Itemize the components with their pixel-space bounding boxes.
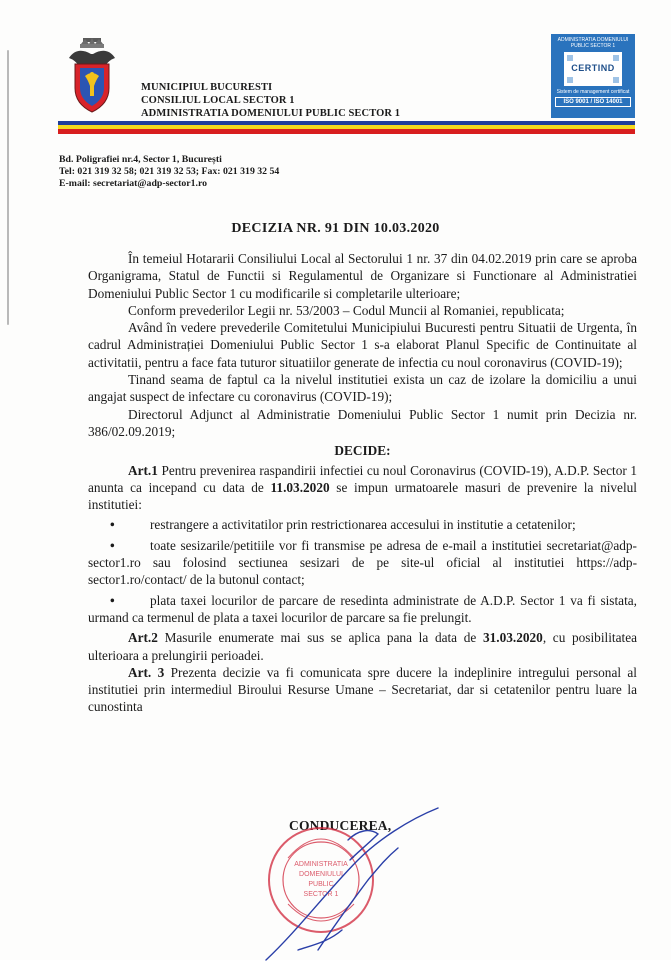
article-1-label: Art.1 bbox=[128, 462, 158, 478]
flag-band-red bbox=[58, 129, 635, 134]
article-3-text: Prezenta decizie va fi comunicata spre ducere la indeplinire intregului personal al institutiei prin intermediul Biroului Resurse Umane – Secretariat, dar si cetatenilor pentru luare la cunostinta bbox=[88, 664, 638, 715]
official-stamp-and-signature bbox=[258, 800, 458, 965]
svg-text:SECTOR 1: SECTOR 1 bbox=[303, 891, 339, 898]
phone-line: Tel: 021 319 32 58; 021 319 32 53; Fax: 021 319 32 54 bbox=[59, 166, 280, 177]
scan-edge-line bbox=[7, 50, 9, 325]
address-line: Bd. Poligrafiei nr.4, Sector 1, București bbox=[59, 154, 222, 165]
list-item bbox=[88, 592, 637, 627]
contact-address bbox=[59, 154, 279, 190]
article-2-text-a: Masurile enumerate mai sus se aplica pana la data de bbox=[157, 630, 483, 646]
article-2-label: Art.2 bbox=[128, 630, 158, 646]
email-line: E-mail: secretariat@adp-sector1.ro bbox=[59, 178, 208, 189]
article-2 bbox=[88, 629, 637, 664]
article-1-text-a: Pentru prevenirea raspandirii infectiei cu noul Coronavirus (COVID-19), A.D.P. Sector 1 anunta ca incepand cu data de bbox=[88, 462, 637, 495]
article-3 bbox=[88, 664, 637, 716]
decide-heading: DECIDE: bbox=[334, 443, 391, 459]
handwritten-signature-icon bbox=[266, 808, 438, 960]
list-item bbox=[88, 537, 637, 589]
article-2-date: 31.03.2020 bbox=[482, 630, 543, 646]
paragraph-isolation-case: Tinand seama de faptul ca la nivelul institutiei exista un caz de izolare la domiciliu a unui angajat suspect de infectare cu coronavirus (COVID-19); bbox=[88, 372, 637, 405]
list-item bbox=[88, 516, 637, 533]
institution-line-1: MUNICIPIUL BUCURESTI bbox=[141, 82, 273, 93]
measure-2-text: toate sesizarile/petitiile vor fi transmise pe adresa de e-mail a institutiei secretariat@adp-sector1.ro sau folosind sectiunea sesizari de pe site-ul oficial al institutiei https://adp-sector1.ro/contact/ de la butonul contact; bbox=[88, 537, 637, 588]
article-2-text-b: , cu posibilitatea ulterioara a prelungirii perioadei. bbox=[88, 630, 637, 663]
decision-body bbox=[88, 250, 637, 716]
certind-logo-icon bbox=[564, 52, 622, 86]
certind-logo-text: CERTIND bbox=[571, 63, 615, 73]
article-3-label: Art. 3 bbox=[128, 664, 165, 680]
signature-title: CONDUCEREA, bbox=[289, 818, 392, 833]
measure-1-text: restrangere a activitatilor prin restrictionarea accesului in institutie a cetatenilor; bbox=[150, 517, 576, 533]
article-1 bbox=[88, 462, 637, 514]
round-stamp-icon bbox=[269, 828, 373, 932]
svg-text:ADMINISTRATIA: ADMINISTRATIA bbox=[294, 861, 348, 868]
iso-certificate-badge bbox=[551, 34, 635, 118]
paragraph-legal-basis: În temeiul Hotararii Consiliului Local al Sectorului 1 nr. 37 din 04.02.2019 prin care se aproba Organigrama, Statul de Functii si Regulamentul de Organizare si Functionare al Administratiei Domeniului Public Sector 1 cu modificarile si completarile ulterioare; bbox=[88, 251, 637, 301]
measure-3-text: plata taxei locurilor de parcare de resedinta administrate de A.D.P. Sector 1 va fi sistata, urmand ca termenul de plata a taxei locurilor de parcare sa fie prelungit. bbox=[88, 592, 637, 625]
paragraph-labor-code: Conform prevederilor Legii nr. 53/2003 – Codul Muncii al Romaniei, republicata; bbox=[128, 302, 565, 318]
certificate-iso-text: ISO 9001 / ISO 14001 bbox=[555, 97, 631, 107]
article-1-text-b: se impun urmatoarele masuri de prevenire la nivelul institutiei: bbox=[88, 479, 637, 513]
paragraph-deputy-director: Directorul Adjunct al Administratie Domeniului Public Sector 1 numit prin Decizia nr. 386/02.09.2019; bbox=[88, 406, 637, 439]
certificate-middle-text: Sistem de management certificat bbox=[556, 89, 630, 95]
article-1-measures-list bbox=[88, 516, 637, 626]
certificate-top-text: ADMINISTRATIA DOMENIULUI PUBLIC SECTOR 1 bbox=[557, 37, 629, 49]
svg-text:PUBLIC: PUBLIC bbox=[308, 881, 334, 888]
paragraph-emergency-committee: Având în vedere prevederile Comitetului Municipiului Bucuresti pentru Situatii de Urgenta, în cadrul Administrației Domeniului Public Sector 1 s-a elaborat Planul Specific de Continuitate al activitatii, pentru a face fata tuturor situatiilor generate de infectia cu noul coronavirus (COVID-19); bbox=[88, 320, 637, 370]
institution-line-3: ADMINISTRATIA DOMENIULUI PUBLIC SECTOR 1 bbox=[141, 108, 401, 119]
institution-line-2: CONSILIUL LOCAL SECTOR 1 bbox=[141, 95, 295, 106]
bullet-icon: • bbox=[110, 537, 115, 553]
bullet-icon: • bbox=[110, 592, 115, 608]
bullet-icon: • bbox=[110, 517, 115, 533]
svg-text:DOMENIULUI: DOMENIULUI bbox=[299, 871, 343, 878]
institution-name bbox=[141, 81, 400, 120]
decision-title: DECIZIA NR. 91 DIN 10.03.2020 bbox=[231, 221, 440, 236]
bucharest-coat-of-arms-icon bbox=[63, 36, 121, 116]
article-1-date: 11.03.2020 bbox=[270, 479, 330, 495]
